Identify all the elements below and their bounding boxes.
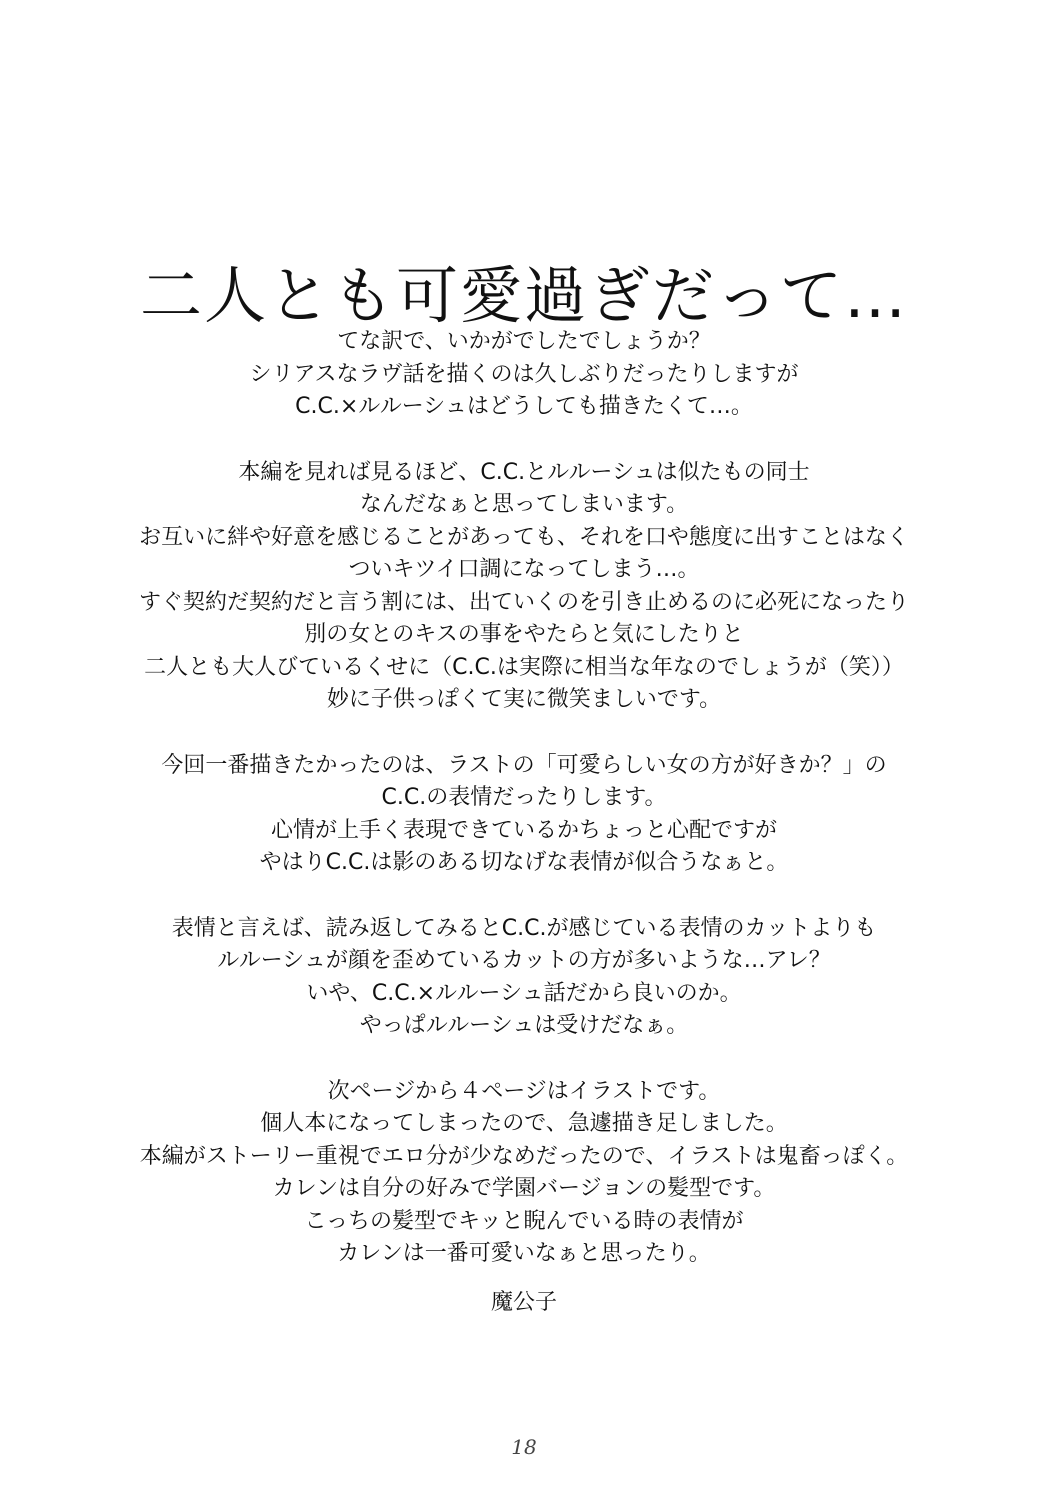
text-line: 妙に子供っぽくて実に微笑ましいです。 [326, 687, 722, 712]
text-line: すぐ契約だ契約だと言う割には、出ていくのを引き止めるのに必死になったり [138, 589, 909, 615]
text-line: ルルーシュが顔を歪めているカットの方が多いような…アレ？ [217, 948, 831, 973]
text-line: 二人とも大人びているくせに（C.C.は実際に相当な年なのでしょうが（笑）） [144, 654, 904, 680]
text-line: シリアスなラヴ話を描くのは久しぶりだったりしますが [249, 361, 799, 387]
text-line: ついキツイ口調になってしまう…。 [348, 557, 700, 582]
author-signature: 魔公子 [490, 1290, 557, 1315]
text-line: 本編がストーリー重視でエロ分が少なめだったので、イラストは鬼畜っぽく。 [139, 1143, 909, 1169]
paragraph-4 [0, 913, 1048, 1043]
page-title: 二人とも可愛過ぎだって… [139, 258, 908, 332]
text-line: いや、C.C.×ルルーシュ話だから良いのか。 [306, 980, 742, 1006]
paragraph-5 [0, 1076, 1048, 1271]
text-line: 別の女とのキスの事をやたらと気にしたりと [304, 622, 744, 647]
paragraph-3 [0, 750, 1048, 880]
text-line: やっぱルルーシュは受けだなぁ。 [359, 1013, 689, 1038]
text-line: カレンは自分の好みで学園バージョンの髪型です。 [272, 1176, 776, 1201]
text-line: 個人本になってしまったので、急遽描き足しました。 [260, 1111, 788, 1136]
text-line: C.C.の表情だったりします。 [381, 785, 667, 810]
text-line: 表情と言えば、読み返してみるとC.C.が感じている表情のカットよりも [171, 915, 877, 941]
paragraph-2 [0, 457, 1048, 717]
text-line: こっちの髪型でキッと睨んでいる時の表情が [304, 1208, 744, 1234]
page-number: 18 [511, 1435, 537, 1459]
text-line: やはりC.C.は影のある切なげな表情が似合うなぁと。 [259, 850, 789, 875]
text-line: 本編を見れば見るほど、C.C.とルルーシュは似たもの同士 [238, 459, 810, 485]
text-line: なんだなぁと思ってしまいます。 [359, 492, 689, 517]
text-line: 今回一番描きたかったのは、ラストの「可愛らしい女の方が好きか？」の [161, 752, 887, 778]
text-line: 心情が上手く表現できているかちょっと心配ですが [270, 817, 777, 843]
paragraph-1 [0, 326, 1048, 424]
text-line: C.C.×ルルーシュはどうしても描きたくて…。 [295, 394, 753, 419]
text-line: てな訳で、いかがでしたでしょうか？ [337, 329, 711, 354]
text-line: カレンは一番可愛いなぁと思ったり。 [337, 1241, 711, 1266]
text-line: お互いに絆や好意を感じることがあっても、それを口や態度に出すことはなく [139, 524, 909, 550]
afterword-body [0, 326, 1048, 1304]
text-line: 次ページから４ページはイラストです。 [327, 1078, 721, 1104]
